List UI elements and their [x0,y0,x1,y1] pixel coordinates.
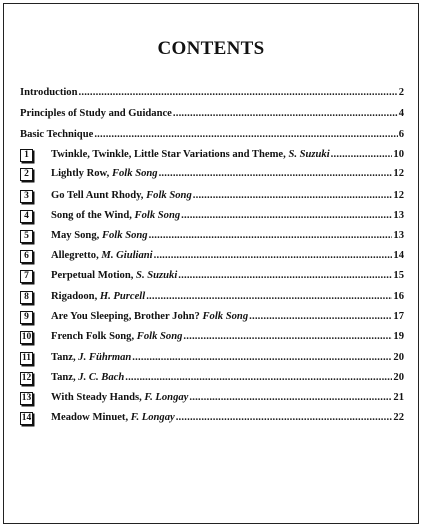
entry-page-number: 14 [393,250,404,261]
toc-entry-introduction [20,86,404,100]
piece-composer: H. Purcell [99,291,146,302]
dot-leader [94,128,397,142]
piece-composer: J. C. Bach [78,372,125,383]
piece-number-box: 7 [20,270,33,283]
toc-entry-piece [51,310,404,324]
dot-leader [125,371,392,385]
toc-entry-principles [20,107,404,121]
dot-leader [176,411,393,425]
entry-page-number: 15 [393,270,404,281]
piece-composer: F. Longay [130,412,175,423]
piece-title: Lightly Row, [51,168,110,179]
entry-page-number: 13 [393,210,404,221]
toc-entry-piece [51,249,404,263]
piece-title: French Folk Song, [51,331,135,342]
piece-title: Perpetual Motion, [51,270,134,281]
contents-page [3,3,419,524]
piece-title: Meadow Minuet, [51,412,129,423]
entry-page-number: 16 [393,291,404,302]
dot-leader [79,86,398,100]
piece-composer: S. Suzuki [288,149,330,160]
piece-number-box: 6 [20,250,33,263]
dot-leader [183,330,392,344]
toc-entry-piece [51,269,404,283]
dot-leader [331,148,393,162]
entry-page-number: 19 [393,331,404,342]
dot-leader [146,290,392,304]
toc-entry-piece [51,371,404,385]
piece-title: Twinkle, Twinkle, Little Star Variations and Theme, [51,149,286,160]
toc-entry-piece [51,411,404,425]
piece-title: Go Tell Aunt Rhody, [51,190,144,201]
entry-page-number: 10 [393,149,404,160]
piece-composer: Folk Song [136,331,183,342]
piece-title: May Song, [51,230,100,241]
entry-page-number: 12 [393,168,404,179]
dot-leader [173,107,398,121]
piece-number-box: 10 [21,332,32,342]
piece-composer: Folk Song [134,210,181,221]
dot-leader [149,229,393,243]
toc-entry-piece [51,167,404,181]
piece-composer: J. Führman [78,352,132,363]
piece-number-box: 12 [21,373,32,383]
entry-page-number: 17 [393,311,404,322]
toc-entry-piece [51,330,404,344]
dot-leader [193,189,393,203]
dot-leader [159,167,393,181]
piece-number-box: 14 [21,413,32,423]
toc-entry-piece [51,189,404,203]
piece-title: Rigadoon, [51,291,98,302]
piece-title: Tanz, [51,372,76,383]
dot-leader [154,249,393,263]
piece-title: Song of the Wind, [51,210,132,221]
piece-composer: F. Longay [144,392,189,403]
entry-page-number: 12 [393,190,404,201]
piece-number-box: 5 [20,230,33,243]
entry-label: Introduction [20,87,78,98]
toc-list [4,4,418,523]
piece-number-box: 13 [21,393,32,403]
entry-page-number: 4 [398,108,404,119]
entry-page-number: 20 [393,352,404,363]
entry-label: Basic Technique [20,129,94,140]
entry-page-number: 22 [393,412,404,423]
page-title: CONTENTS [157,38,265,59]
dot-leader [178,269,392,283]
piece-composer: M. Giuliani [101,250,153,261]
entry-page-number: 21 [393,392,404,403]
toc-entry-piece [51,391,404,405]
entry-page-number: 20 [393,372,404,383]
toc-entry-piece [51,229,404,243]
piece-composer: Folk Song [146,190,192,201]
toc-entry-piece [51,209,404,223]
piece-composer: Folk Song [202,311,249,322]
dot-leader [249,310,392,324]
entry-label: Principles of Study and Guidance [20,108,172,119]
entry-page-number: 6 [398,129,404,140]
dot-leader [132,351,392,365]
piece-title: With Steady Hands, [51,392,142,403]
piece-composer: Folk Song [101,230,148,241]
piece-title: Are You Sleeping, Brother John? [51,311,200,322]
toc-entry-piece [51,290,404,304]
piece-composer: S. Suzuki [136,270,178,281]
piece-number-box: 3 [20,190,33,203]
piece-number-box: 8 [20,291,33,304]
dot-leader [189,391,392,405]
toc-entry-basic-technique [20,128,404,142]
entry-page-number: 13 [393,230,404,241]
toc-entry-piece [51,351,404,365]
piece-number-box: 1 [20,149,33,162]
dot-leader [181,209,392,223]
piece-title: Allegretto, [51,250,99,261]
piece-number-box: 9 [20,311,33,324]
entry-page-number: 2 [398,87,404,98]
piece-number-box: 11 [20,352,33,365]
toc-entry-piece [51,148,404,162]
piece-composer: Folk Song [111,168,158,179]
piece-number-box: 4 [20,210,33,223]
piece-number-box: 2 [20,168,33,181]
piece-title: Tanz, [51,352,76,363]
